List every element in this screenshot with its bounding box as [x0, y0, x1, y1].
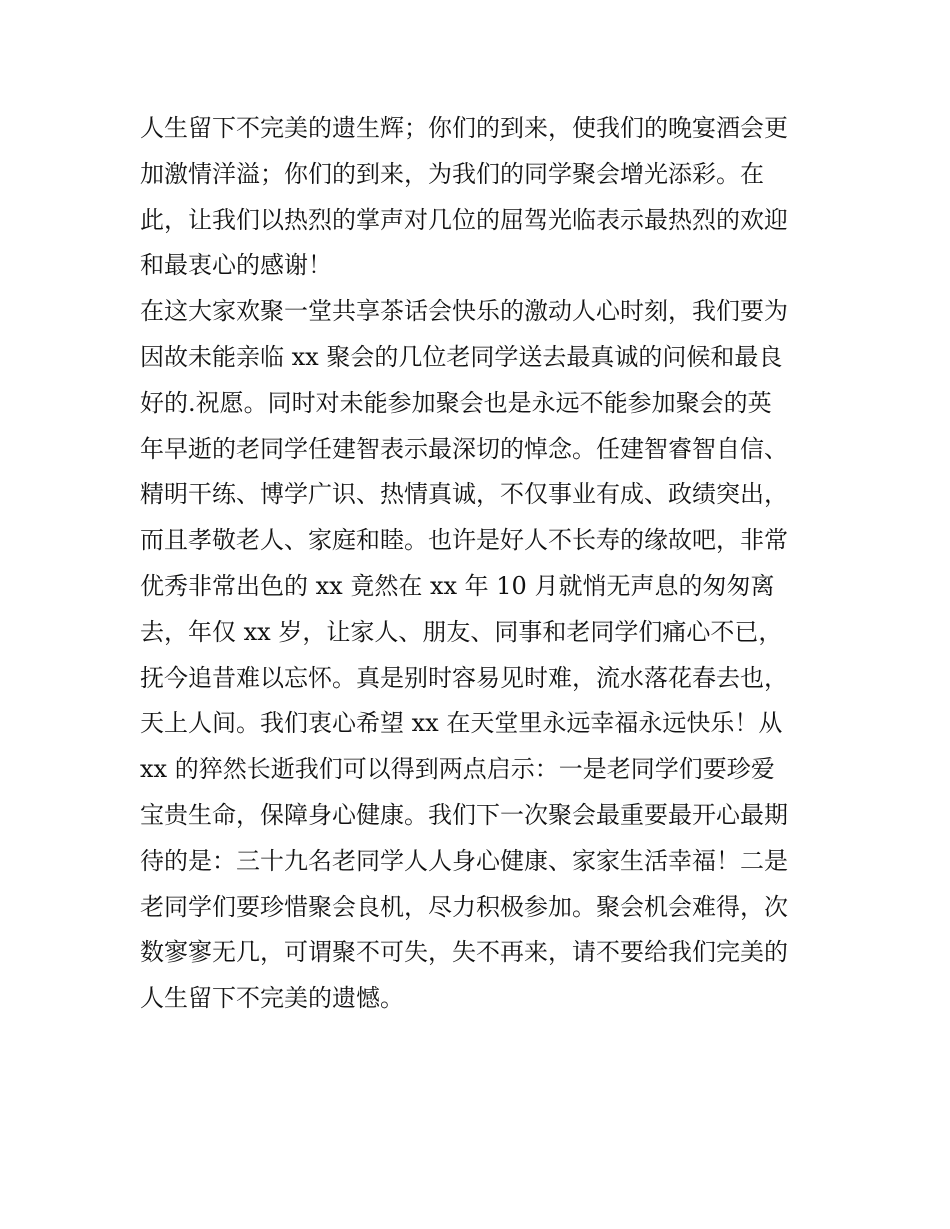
text-line: 宝贵生命，保障身心健康。我们下一次聚会最重要最开心最期 — [140, 800, 788, 829]
text-line: 精明干练、博学广识、热情真诚，不仅事业有成、政绩突出， — [140, 480, 788, 509]
text-line: 优秀非常出色的 xx 竟然在 xx 年 10 月就悄无声息的匆匆离 — [140, 571, 775, 600]
text-line: 数寥寥无几，可谓聚不可失，失不再来，请不要给我们完美的 — [140, 938, 788, 967]
text-line: 年早逝的老同学任建智表示最深切的悼念。任建智睿智自信、 — [140, 434, 788, 463]
text-line: 因故未能亲临 xx 聚会的几位老同学送去最真诚的问候和最良 — [140, 342, 783, 371]
body-text — [140, 106, 820, 1022]
text-line: 加激情洋溢；你们的到来，为我们的同学聚会增光添彩。在 — [140, 159, 764, 188]
text-line: 人生留下不完美的遗生辉；你们的到来，使我们的晚宴酒会更 — [140, 114, 788, 142]
text-line: 和最衷心的感谢！ — [140, 251, 332, 280]
text-line: 待的是：三十九名老同学人人身心健康、家家生活幸福！二是 — [140, 846, 788, 875]
text-line: 天上人间。我们衷心希望 xx 在天堂里永远幸福永远快乐！从 — [140, 709, 783, 738]
text-line: 人生留下不完美的遗憾。 — [140, 984, 404, 1013]
text-line: 在这大家欢聚一堂共享茶话会快乐的激动人心时刻，我们要为 — [140, 297, 788, 326]
text-line: 而且孝敬老人、家庭和睦。也许是好人不长寿的缘故吧，非常 — [140, 526, 788, 555]
text-line: xx 的猝然长逝我们可以得到两点启示：一是老同学们要珍爱 — [140, 755, 775, 784]
text-line: 去，年仅 xx 岁，让家人、朋友、同事和老同学们痛心不已， — [140, 617, 783, 646]
text-line: 老同学们要珍惜聚会良机，尽力积极参加。聚会机会难得，次 — [140, 892, 788, 921]
text-line: 好的.祝愿。同时对未能参加聚会也是永远不能参加聚会的英 — [140, 388, 772, 417]
text-line: 此，让我们以热烈的掌声对几位的屈驾光临表示最热烈的欢迎 — [140, 205, 788, 234]
text-line: 抚今追昔难以忘怀。真是别时容易见时难，流水落花春去也， — [140, 663, 788, 692]
